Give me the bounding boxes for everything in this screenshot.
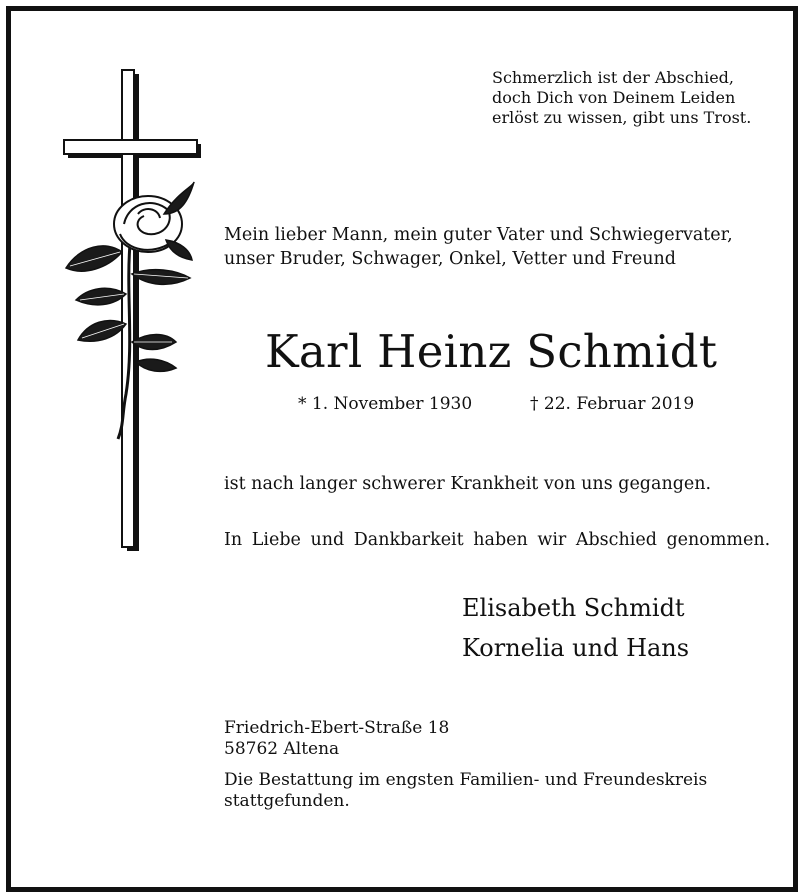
intro-text: [224, 223, 733, 271]
quote-line: erlöst zu wissen, gibt uns Trost.: [492, 108, 752, 127]
intro-line: unser Bruder, Schwager, Onkel, Vetter und Freund: [224, 249, 676, 269]
deceased-name: Karl Heinz Schmidt: [265, 325, 718, 378]
quote-line: doch Dich von Deinem Leiden: [492, 88, 736, 107]
death-date: † 22. Februar 2019: [530, 394, 695, 414]
address-city: 58762 Altena: [224, 739, 340, 759]
funeral-note-line: stattgefunden.: [224, 791, 350, 811]
funeral-note: [224, 770, 707, 812]
mourner-name: Elisabeth Schmidt: [462, 594, 685, 622]
funeral-note-line: Die Bestattung im engsten Familien- und Freundeskreis: [224, 770, 708, 790]
thanks-text: In Liebe und Dankbarkeit haben wir Abschied genommen.: [224, 530, 771, 550]
cross-with-rose-icon: [52, 64, 212, 568]
intro-line: Mein lieber Mann, mein guter Vater und Schwiegervater,: [224, 225, 733, 245]
address-street: Friedrich-Ebert-Straße 18: [224, 718, 450, 738]
address: [224, 718, 449, 760]
quote-line: Schmerzlich ist der Abschied,: [492, 68, 735, 87]
passed-text: ist nach langer schwerer Krankheit von uns gegangen.: [224, 474, 712, 494]
birth-date: * 1. November 1930: [298, 394, 473, 414]
quote: [492, 68, 772, 128]
mourner-name: Kornelia und Hans: [462, 634, 690, 662]
